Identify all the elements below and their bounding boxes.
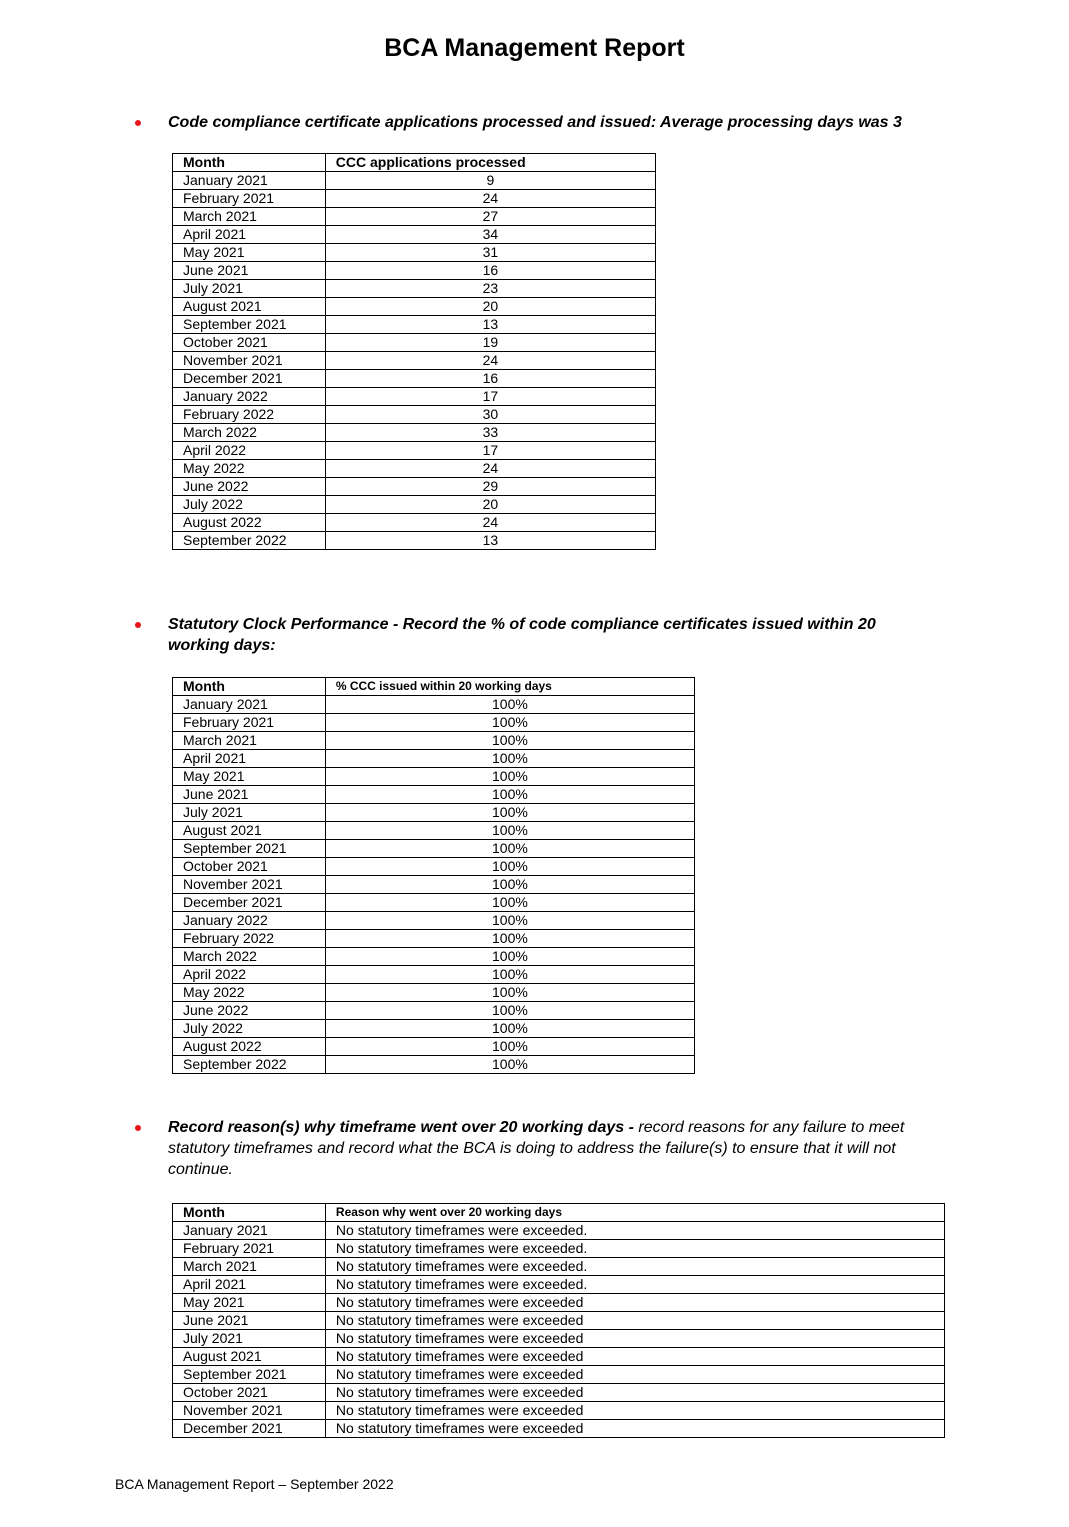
value-cell: 16 — [325, 262, 655, 280]
value-cell: 31 — [325, 244, 655, 262]
value-cell: No statutory timeframes were exceeded — [325, 1420, 944, 1438]
section1-heading — [168, 112, 902, 133]
value-cell: 100% — [325, 930, 694, 948]
month-cell: November 2021 — [173, 1402, 326, 1420]
month-cell: August 2022 — [173, 514, 326, 532]
value-cell: 100% — [325, 984, 694, 1002]
table-header-row — [173, 678, 695, 696]
table-row — [173, 786, 695, 804]
table-row — [173, 406, 656, 424]
table-row — [173, 768, 695, 786]
value-cell: 24 — [325, 514, 655, 532]
value-cell: 100% — [325, 858, 694, 876]
value-cell: 13 — [325, 532, 655, 550]
table-row — [173, 1020, 695, 1038]
value-cell: 100% — [325, 750, 694, 768]
page-title: BCA Management Report — [384, 34, 685, 62]
value-cell: No statutory timeframes were exceeded — [325, 1384, 944, 1402]
value-cell: No statutory timeframes were exceeded — [325, 1330, 944, 1348]
ccc-processed-table — [172, 153, 656, 550]
month-cell: November 2021 — [173, 352, 326, 370]
table-row — [173, 714, 695, 732]
table-row — [173, 244, 656, 262]
month-cell: December 2021 — [173, 370, 326, 388]
section3-heading-line3: continue. — [168, 1161, 233, 1178]
month-cell: July 2022 — [173, 1020, 326, 1038]
value-cell: 19 — [325, 334, 655, 352]
month-cell: May 2021 — [173, 244, 326, 262]
table-row — [173, 316, 656, 334]
month-cell: April 2022 — [173, 442, 326, 460]
month-cell: December 2021 — [173, 1420, 326, 1438]
table-row — [173, 514, 656, 532]
month-cell: June 2021 — [173, 262, 326, 280]
value-cell: 29 — [325, 478, 655, 496]
value-cell: 17 — [325, 442, 655, 460]
table-row — [173, 1240, 945, 1258]
value-cell: No statutory timeframes were exceeded — [325, 1366, 944, 1384]
page-footer: BCA Management Report – September 2022 — [115, 1476, 394, 1492]
month-cell: March 2021 — [173, 1258, 326, 1276]
month-cell: May 2022 — [173, 984, 326, 1002]
value-cell: 24 — [325, 190, 655, 208]
month-cell: September 2021 — [173, 1366, 326, 1384]
table-row — [173, 190, 656, 208]
month-cell: August 2021 — [173, 822, 326, 840]
month-cell: March 2022 — [173, 424, 326, 442]
ccc-issued-percent-table — [172, 677, 695, 1074]
table-row — [173, 1348, 945, 1366]
month-cell: January 2021 — [173, 172, 326, 190]
table-row — [173, 532, 656, 550]
table-row — [173, 696, 695, 714]
table-row — [173, 388, 656, 406]
month-cell: November 2021 — [173, 876, 326, 894]
month-cell: June 2021 — [173, 1312, 326, 1330]
value-cell: No statutory timeframes were exceeded. — [325, 1240, 944, 1258]
month-cell: January 2022 — [173, 388, 326, 406]
value-cell: 20 — [325, 298, 655, 316]
month-cell: September 2022 — [173, 532, 326, 550]
table-row — [173, 1276, 945, 1294]
table-row — [173, 750, 695, 768]
month-cell: February 2022 — [173, 406, 326, 424]
bullet-icon — [135, 1125, 141, 1131]
table-row — [173, 1366, 945, 1384]
month-cell: July 2021 — [173, 280, 326, 298]
value-cell: 33 — [325, 424, 655, 442]
section3-heading-bold: Record reason(s) why timeframe went over 20 working days - — [168, 1119, 634, 1136]
table-row — [173, 930, 695, 948]
table-row — [173, 172, 656, 190]
value-cell: 100% — [325, 966, 694, 984]
table-row — [173, 858, 695, 876]
month-cell: October 2021 — [173, 1384, 326, 1402]
month-cell: October 2021 — [173, 334, 326, 352]
table-row — [173, 822, 695, 840]
table-row — [173, 966, 695, 984]
table-row — [173, 1294, 945, 1312]
value-cell: 100% — [325, 786, 694, 804]
month-cell: March 2021 — [173, 208, 326, 226]
value-cell: 17 — [325, 388, 655, 406]
month-cell: August 2022 — [173, 1038, 326, 1056]
month-cell: May 2021 — [173, 1294, 326, 1312]
table-row — [173, 478, 656, 496]
value-cell: 24 — [325, 352, 655, 370]
table-row — [173, 804, 695, 822]
month-cell: February 2021 — [173, 714, 326, 732]
value-cell: No statutory timeframes were exceeded — [325, 1402, 944, 1420]
value-cell: 23 — [325, 280, 655, 298]
value-cell: 100% — [325, 912, 694, 930]
header-month: Month — [173, 154, 326, 172]
value-cell: 9 — [325, 172, 655, 190]
month-cell: May 2021 — [173, 768, 326, 786]
section2-heading — [168, 614, 876, 656]
month-cell: April 2022 — [173, 966, 326, 984]
table-row — [173, 424, 656, 442]
table-header-row — [173, 1204, 945, 1222]
value-cell: 13 — [325, 316, 655, 334]
month-cell: February 2022 — [173, 930, 326, 948]
value-cell: 100% — [325, 1038, 694, 1056]
value-cell: 100% — [325, 822, 694, 840]
value-cell: 27 — [325, 208, 655, 226]
value-cell: No statutory timeframes were exceeded — [325, 1348, 944, 1366]
month-cell: April 2021 — [173, 750, 326, 768]
value-cell: 20 — [325, 496, 655, 514]
section3-heading — [168, 1117, 904, 1180]
table-row — [173, 732, 695, 750]
value-cell: No statutory timeframes were exceeded. — [325, 1258, 944, 1276]
table-row — [173, 1330, 945, 1348]
month-cell: August 2021 — [173, 1348, 326, 1366]
month-cell: April 2021 — [173, 226, 326, 244]
value-cell: 100% — [325, 696, 694, 714]
bullet-icon — [135, 622, 141, 628]
table-row — [173, 876, 695, 894]
header-reason: Reason why went over 20 working days — [325, 1204, 944, 1222]
value-cell: 100% — [325, 804, 694, 822]
header-month: Month — [173, 1204, 326, 1222]
month-cell: June 2021 — [173, 786, 326, 804]
table-row — [173, 280, 656, 298]
table-row — [173, 948, 695, 966]
value-cell: No statutory timeframes were exceeded. — [325, 1222, 944, 1240]
month-cell: August 2021 — [173, 298, 326, 316]
month-cell: February 2021 — [173, 1240, 326, 1258]
month-cell: July 2022 — [173, 496, 326, 514]
month-cell: April 2021 — [173, 1276, 326, 1294]
table-row — [173, 1038, 695, 1056]
table-row — [173, 1402, 945, 1420]
month-cell: June 2022 — [173, 1002, 326, 1020]
table-row — [173, 208, 656, 226]
table-row — [173, 334, 656, 352]
value-cell: 100% — [325, 1056, 694, 1074]
month-cell: January 2021 — [173, 696, 326, 714]
table-row — [173, 894, 695, 912]
value-cell: No statutory timeframes were exceeded — [325, 1294, 944, 1312]
month-cell: February 2021 — [173, 190, 326, 208]
value-cell: 100% — [325, 732, 694, 750]
table-row — [173, 496, 656, 514]
header-percent-issued: % CCC issued within 20 working days — [325, 678, 694, 696]
value-cell: No statutory timeframes were exceeded — [325, 1312, 944, 1330]
month-cell: May 2022 — [173, 460, 326, 478]
table-row — [173, 1312, 945, 1330]
table-row — [173, 1420, 945, 1438]
table-row — [173, 912, 695, 930]
month-cell: March 2022 — [173, 948, 326, 966]
value-cell: 34 — [325, 226, 655, 244]
value-cell: 100% — [325, 1002, 694, 1020]
month-cell: September 2021 — [173, 316, 326, 334]
table-row — [173, 226, 656, 244]
value-cell: 100% — [325, 714, 694, 732]
value-cell: 100% — [325, 876, 694, 894]
reason-table — [172, 1203, 945, 1438]
table-row — [173, 1056, 695, 1074]
month-cell: June 2022 — [173, 478, 326, 496]
month-cell: December 2021 — [173, 894, 326, 912]
value-cell: 30 — [325, 406, 655, 424]
month-cell: September 2021 — [173, 840, 326, 858]
section3-heading-rest: record reasons for any failure to meet — [633, 1119, 905, 1136]
table-row — [173, 1258, 945, 1276]
table-header-row — [173, 154, 656, 172]
bullet-icon — [135, 120, 141, 126]
table-row — [173, 370, 656, 388]
table-row — [173, 1384, 945, 1402]
value-cell: 100% — [325, 894, 694, 912]
value-cell: 24 — [325, 460, 655, 478]
value-cell: 100% — [325, 840, 694, 858]
table-row — [173, 352, 656, 370]
value-cell: 100% — [325, 1020, 694, 1038]
month-cell: September 2022 — [173, 1056, 326, 1074]
table-row — [173, 1002, 695, 1020]
table-row — [173, 1222, 945, 1240]
month-cell: January 2022 — [173, 912, 326, 930]
month-cell: January 2021 — [173, 1222, 326, 1240]
value-cell: 16 — [325, 370, 655, 388]
table-row — [173, 460, 656, 478]
month-cell: October 2021 — [173, 858, 326, 876]
section2-heading-line2: working days: — [168, 637, 276, 654]
table-row — [173, 840, 695, 858]
month-cell: July 2021 — [173, 1330, 326, 1348]
table-row — [173, 262, 656, 280]
month-cell: March 2021 — [173, 732, 326, 750]
section3-heading-line2: statutory timeframes and record what the BCA is doing to address the failure(s) to ensure that it will not — [168, 1140, 896, 1157]
value-cell: No statutory timeframes were exceeded. — [325, 1276, 944, 1294]
section2-heading-line1: Statutory Clock Performance - Record the % of code compliance certificates issued within 20 — [168, 616, 876, 633]
table-row — [173, 298, 656, 316]
month-cell: July 2021 — [173, 804, 326, 822]
header-ccc-processed: CCC applications processed — [325, 154, 655, 172]
value-cell: 100% — [325, 768, 694, 786]
value-cell: 100% — [325, 948, 694, 966]
section1-heading-text: Code compliance certificate applications processed and issued: Average processing days was 3 — [168, 114, 902, 131]
table-row — [173, 984, 695, 1002]
table-row — [173, 442, 656, 460]
header-month: Month — [173, 678, 326, 696]
